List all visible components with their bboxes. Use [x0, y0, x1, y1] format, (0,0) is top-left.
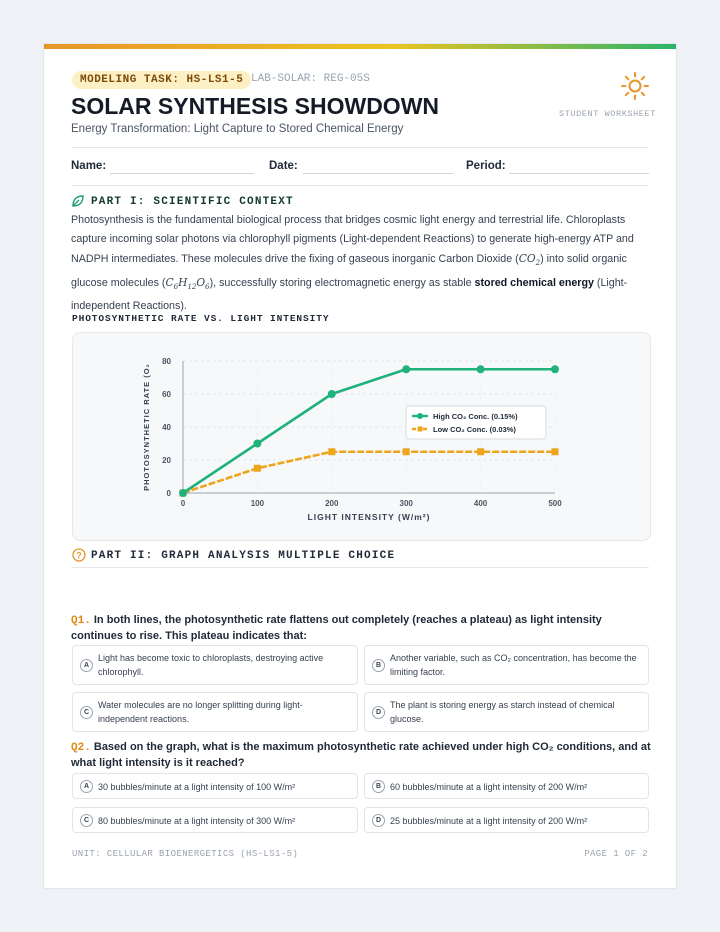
part2-heading: PART II: GRAPH ANALYSIS MULTIPLE CHOICE [91, 550, 396, 562]
data-point [179, 489, 187, 497]
svg-text:?: ? [76, 550, 82, 561]
y-tick-label: 60 [162, 390, 171, 399]
x-tick-label: 300 [399, 499, 413, 508]
data-point [552, 448, 559, 455]
footer-page: PAGE 1 OF 2 [584, 849, 648, 859]
data-point [328, 448, 335, 455]
data-point [254, 465, 261, 472]
x-tick-label: 500 [548, 499, 562, 508]
x-axis-label: LIGHT INTENSITY (W/m²) [307, 512, 431, 522]
leaf-icon [71, 194, 85, 208]
q2-option-a[interactable] [72, 773, 358, 799]
legend-marker [417, 413, 423, 419]
accent-bar [44, 44, 676, 49]
data-point [328, 390, 336, 398]
legend-box [406, 406, 546, 439]
question-number: Q2. [71, 742, 91, 754]
option-letter: B [372, 659, 385, 672]
y-tick-label: 0 [166, 489, 171, 498]
question-1: Q1. In both lines, the photosynthetic rate flattens out completely (reaches a plateau) as light intensity continues to rise. This plateau indicates that: [71, 614, 602, 642]
divider [71, 147, 649, 148]
option-text: 25 bubbles/minute at a light intensity of 200 W/m² [390, 816, 588, 826]
option-letter: C [80, 814, 93, 827]
option-letter: C [80, 706, 93, 719]
option-letter: D [372, 706, 385, 719]
data-point [551, 365, 559, 373]
data-point [253, 440, 261, 448]
option-text: Light has become toxic to chloroplasts, destroying active chlorophyll. [98, 653, 324, 677]
period-field[interactable] [509, 173, 649, 174]
q2-option-b[interactable] [364, 773, 649, 799]
q2-option-d[interactable] [364, 807, 649, 833]
task-tag: MODELING TASK: HS-LS1-5 [72, 71, 251, 89]
option-letter: D [372, 814, 385, 827]
worksheet-page [43, 43, 677, 889]
line-chart [73, 333, 650, 540]
option-text: Water molecules are no longer splitting during light-independent reactions. [98, 700, 303, 724]
y-tick-label: 20 [162, 456, 171, 465]
option-text: 30 bubbles/minute at a light intensity of 100 W/m² [98, 782, 296, 792]
x-tick-label: 0 [180, 499, 186, 508]
period-label: Period: [466, 160, 506, 172]
divider [71, 185, 649, 186]
question-icon [72, 548, 86, 562]
q1-option-c[interactable] [72, 692, 358, 732]
y-axis-label: PHOTOSYNTHETIC RATE (O₂ [142, 363, 151, 491]
data-point [403, 448, 410, 455]
y-tick-label: 80 [162, 357, 171, 366]
series-line [183, 452, 555, 493]
data-point [477, 365, 485, 373]
q1-option-b[interactable] [364, 645, 649, 685]
chart-container [72, 332, 651, 541]
part1-heading: PART I: SCIENTIFIC CONTEXT [91, 196, 294, 208]
page-title: SOLAR SYNTHESIS SHOWDOWN [71, 93, 440, 119]
page-subtitle: Energy Transformation: Light Capture to Stored Chemical Energy [71, 123, 404, 135]
footer-unit: UNIT: CELLULAR BIOENERGETICS (HS-LS1-5) [72, 849, 299, 859]
x-tick-label: 100 [250, 499, 265, 508]
data-point [477, 448, 484, 455]
divider [71, 567, 649, 568]
option-letter: B [372, 780, 385, 793]
x-tick-label: 400 [473, 499, 488, 508]
legend-label: High CO₂ Conc. (0.15%) [433, 412, 518, 421]
date-label: Date: [269, 160, 298, 172]
name-label: Name: [71, 160, 107, 172]
worksheet-label: STUDENT WORKSHEET [559, 109, 656, 119]
legend-marker [418, 427, 423, 432]
q1-option-d[interactable] [364, 692, 649, 732]
context-paragraph: Photosynthesis is the fundamental biological process that bridges cosmic light energy and terrestrial life. Chloroplasts capture incoming solar photons via chlorophyll pigments (Light-dependent Reactions) to generate high-energy ATP and NADPH intermediates. These molecules drive the fixing of gaseous inorganic Carbon Dioxide $(CO_2)$ into solid organic glucose molecules $(C_6H_{12}O_6)$, successfully storing electromagnetic energy as stable stored chemical energy (Light-independent Reactions). [71, 214, 634, 313]
question-number: Q1. [71, 615, 91, 627]
q2-option-c[interactable] [72, 807, 358, 833]
question-2: Q2. Based on the graph, what is the maximum photosynthetic rate achieved under high CO₂ conditions, and at what light intensity is it reached? [71, 741, 651, 769]
option-text: 60 bubbles/minute at a light intensity of 200 W/m² [390, 782, 588, 792]
option-text: 80 bubbles/minute at a light intensity of 300 W/m² [98, 816, 296, 826]
lab-code: LAB-SOLAR: REG-05S [251, 73, 370, 85]
q1-option-a[interactable] [72, 645, 358, 685]
chart-title: PHOTOSYNTHETIC RATE VS. LIGHT INTENSITY [72, 313, 330, 324]
data-point [402, 365, 410, 373]
name-field[interactable] [110, 173, 254, 174]
date-field[interactable] [303, 173, 453, 174]
option-letter: A [80, 659, 93, 672]
x-tick-label: 200 [325, 499, 339, 508]
sun-icon [620, 71, 650, 101]
option-letter: A [80, 780, 93, 793]
option-text: Another variable, such as CO₂ concentration, has become the limiting factor. [390, 653, 637, 677]
legend-label: Low CO₂ Conc. (0.03%) [433, 425, 516, 434]
option-text: The plant is storing energy as starch instead of chemical glucose. [390, 700, 615, 724]
y-tick-label: 40 [162, 423, 171, 432]
